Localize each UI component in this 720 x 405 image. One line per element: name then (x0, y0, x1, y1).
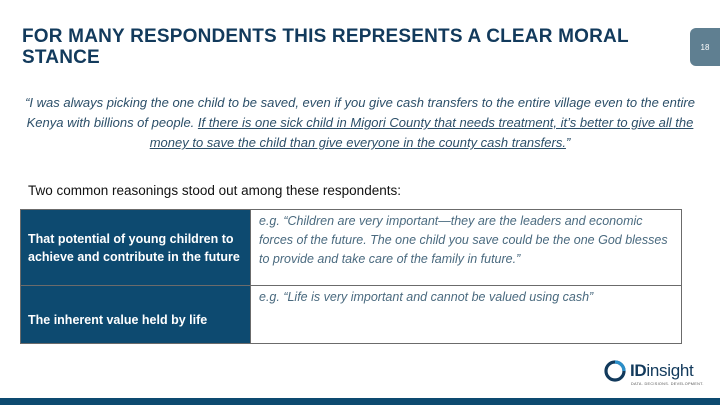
reasons-table (20, 209, 682, 344)
logo-wordmark (630, 361, 693, 381)
idinsight-logo-icon (604, 360, 626, 382)
logo-brand-rest: insight (646, 361, 694, 380)
reason-example: e.g. “Life is very important and cannot be valued using cash” (251, 286, 682, 344)
idinsight-logo (604, 360, 708, 392)
intro-text: Two common reasonings stood out among these respondents: (28, 183, 401, 198)
reason-label: The inherent value held by life (21, 286, 251, 344)
quote-text: “I was always picking the one child to be saved, even if you give cash transfers to the entire village even to the entire Kenya with billions of people. (25, 95, 695, 130)
logo-tagline: DATA. DECISIONS. DEVELOPMENT. (631, 382, 704, 386)
table-row (21, 286, 682, 344)
table-row (21, 210, 682, 286)
page-number-badge (690, 28, 720, 66)
respondent-quote (24, 93, 696, 153)
reason-label: That potential of young children to achieve and contribute in the future (21, 210, 251, 286)
quote-close-mark: ” (565, 135, 571, 150)
slide-title: FOR MANY RESPONDENTS THIS REPRESENTS A CLEAR MORAL STANCE (22, 26, 629, 68)
reason-example: e.g. “Children are very important—they are the leaders and economic forces of the future. The one child you save could be the one God blesses to provide and take care of the family in future.” (251, 210, 682, 286)
footer-bar (0, 398, 720, 405)
page-number: 18 (700, 42, 710, 52)
logo-brand-bold: ID (630, 361, 647, 380)
quote-underlined-text: If there is one sick child in Migori County that needs treatment, it’s better to give all the money to save the child than give everyone in the county cash transfers. (149, 115, 694, 150)
